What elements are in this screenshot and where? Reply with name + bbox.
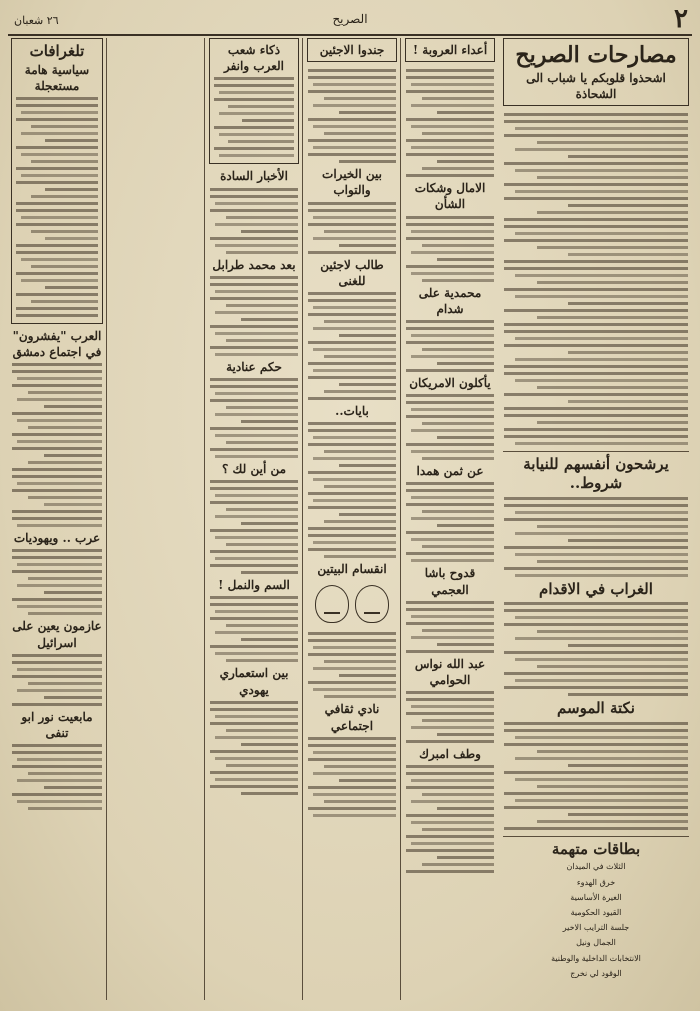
headline: العرب "يفشرون" في اجتماع دمشق xyxy=(12,328,102,360)
lead-article-text xyxy=(503,110,689,448)
headline: عبد الله نواس الحوامي xyxy=(414,656,486,687)
telegrams-box xyxy=(11,38,103,324)
column-3 xyxy=(304,38,400,1000)
masthead xyxy=(8,4,692,36)
telegrams-subheadline: سياسية هامة مستعجلة xyxy=(24,62,90,93)
article-text xyxy=(405,317,495,375)
column-right xyxy=(500,38,692,1000)
headline-joke: نكتة الموسم xyxy=(557,699,635,718)
article-text xyxy=(405,688,495,746)
box-headline xyxy=(405,38,495,62)
article-text xyxy=(209,593,299,665)
headline: أعداء العروبة ! xyxy=(412,43,488,57)
article-text xyxy=(405,391,495,463)
headline: بايات.. xyxy=(335,403,369,418)
headline: الأخبار السادة xyxy=(220,169,288,184)
headline: وطف امبرك xyxy=(419,747,481,762)
card-item: الغيرة الأساسية xyxy=(570,892,622,902)
headline: عازمون يعين على اسرائيل xyxy=(12,619,102,650)
box-headline xyxy=(209,38,299,164)
headline-candidates: يرشحون أنفسهم للنيابة شروط.. xyxy=(523,454,669,493)
article-text xyxy=(503,599,689,699)
headline: محمدية على شدام xyxy=(418,285,482,316)
headline: عرب .. ويهوديات xyxy=(13,531,101,546)
headline: ذكاء شعب العرب وانفر xyxy=(223,43,285,74)
article-text xyxy=(307,734,397,820)
article-text xyxy=(11,546,103,618)
article-text xyxy=(503,494,689,580)
section-rule xyxy=(503,451,689,452)
article-text xyxy=(307,199,397,257)
cards-list xyxy=(503,859,689,981)
headline: الامال وشكات الشأن xyxy=(414,181,486,212)
card-item: الثلاث في الميدان xyxy=(566,862,626,872)
article-text xyxy=(209,273,299,359)
telegrams-headline: تلغرافات xyxy=(29,42,85,60)
headline-crow: الغراب في الاقدام xyxy=(539,579,653,598)
card-item: الوقود لي نخرج xyxy=(570,968,622,978)
column-rule xyxy=(302,38,303,1000)
headline: من أين لك ؟ xyxy=(221,461,287,476)
headline: طالب لاجئين للغنى xyxy=(320,257,384,288)
article-text xyxy=(307,629,397,701)
article-text xyxy=(11,741,103,813)
headline: جندوا الاجئين xyxy=(319,43,385,57)
headline: بين الخيرات والتواب xyxy=(322,167,382,198)
article-text xyxy=(307,289,397,403)
column-rule xyxy=(106,38,107,1000)
lead-article-header xyxy=(503,38,689,106)
article-text xyxy=(307,419,397,561)
card-item: الانتخابات الداخلية والوطنية xyxy=(551,953,641,963)
column-4 xyxy=(206,38,302,1000)
card-item: القيود الحكومية xyxy=(570,907,622,917)
lead-headline: مصارحات الصريح xyxy=(515,42,677,68)
headline-cards: بطاقات متهمة xyxy=(551,839,641,858)
page-number: ٢ xyxy=(674,4,688,34)
section-rule xyxy=(503,836,689,837)
column-rule xyxy=(204,38,205,1000)
article-text xyxy=(209,375,299,461)
cartoon-illustration xyxy=(313,581,391,625)
card-item: خرق الهدوء xyxy=(576,877,616,887)
cartoon-face xyxy=(355,585,389,623)
headline: مابعيت نور ابو تنفى xyxy=(21,709,93,740)
lead-subheadline: اشحذوا قلوبكم يا شباب الى الشحاذة xyxy=(526,70,666,101)
box-headline xyxy=(307,38,397,62)
article-text xyxy=(307,66,397,166)
article-text xyxy=(11,360,103,530)
headline: نادي ثقافي اجتماعي xyxy=(324,702,380,733)
headline: بين استعماري يهودي xyxy=(219,666,289,697)
article-text xyxy=(11,651,103,709)
article-text xyxy=(209,185,299,257)
headline: عن ثمن همدا xyxy=(416,464,484,479)
headline: انقسام البيتين xyxy=(317,562,387,577)
headline: قدوح باشا العجمي xyxy=(424,566,476,597)
article-text xyxy=(405,479,495,565)
article-text xyxy=(209,477,299,577)
issue-date: ٢٦ شعبان xyxy=(14,14,59,27)
headline: بعد محمد طرابل xyxy=(212,257,296,272)
article-text xyxy=(405,213,495,285)
article-text xyxy=(213,74,295,160)
paper-name: الصريح xyxy=(332,12,368,26)
card-item: جلسة الترايب الاخير xyxy=(562,923,630,933)
article-text xyxy=(405,762,495,876)
cartoon-face xyxy=(315,585,349,623)
card-item: الجمال ونيل xyxy=(576,938,616,948)
article-text xyxy=(209,698,299,798)
telegrams-text xyxy=(15,94,99,320)
headline: حكم عنادية xyxy=(226,359,282,374)
headline: يأكلون الامريكان xyxy=(409,375,491,390)
column-left xyxy=(8,38,106,1000)
headline: السم والنمل ! xyxy=(218,578,290,593)
column-2 xyxy=(402,38,498,1000)
column-rule xyxy=(400,38,401,1000)
article-text xyxy=(405,66,495,180)
article-text xyxy=(405,598,495,656)
article-text xyxy=(503,719,689,833)
